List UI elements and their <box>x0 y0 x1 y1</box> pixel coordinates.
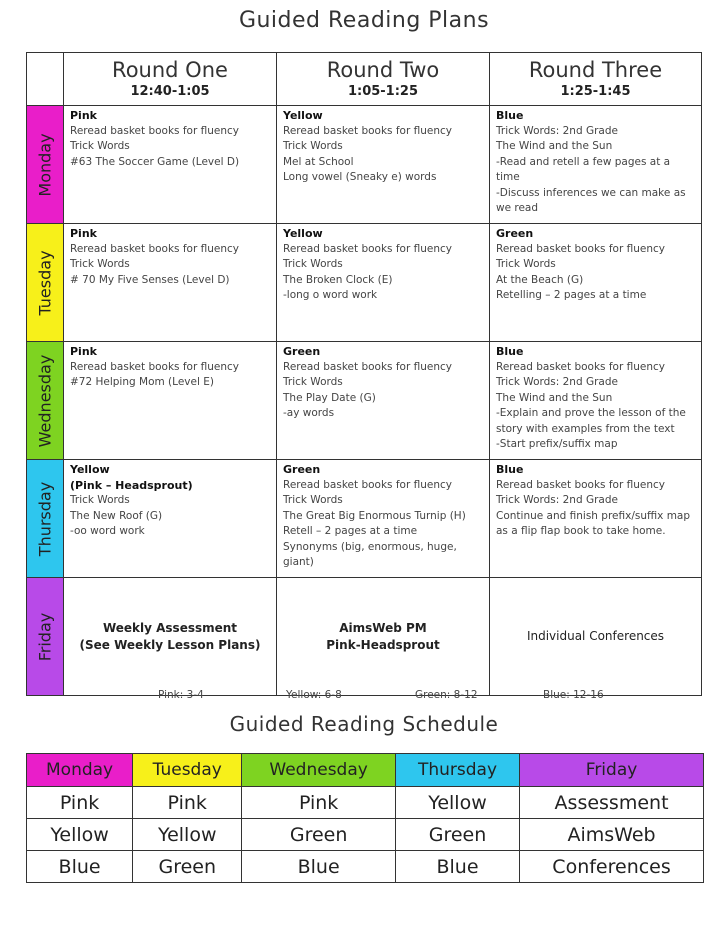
schedule-cell: Green <box>395 819 519 851</box>
plan-line: Trick Words: 2nd Grade <box>496 124 618 137</box>
day-label: Wednesday <box>35 354 55 447</box>
plan-line: Trick Words <box>283 140 343 152</box>
plan-cell <box>64 106 277 224</box>
plan-line: -ay words <box>283 407 335 419</box>
plan-cell <box>490 460 702 578</box>
schedule-cell: AimsWeb <box>520 819 704 851</box>
plan-cell <box>490 578 702 696</box>
plan-line: The Broken Clock (E) <box>283 273 393 286</box>
plan-line: Reread basket books for fluency <box>283 124 453 137</box>
schedule-cell: Blue <box>242 851 396 883</box>
plan-line: The New Roof (G) <box>70 509 163 522</box>
level-label: Blue: 12-16 <box>543 689 604 701</box>
group-level: Pink <box>70 109 97 122</box>
plan-line: At the Beach (G) <box>496 273 584 286</box>
reading-levels <box>0 689 728 705</box>
plan-line: Trick Words <box>70 140 130 152</box>
plan-cell <box>64 224 277 342</box>
plan-line: Trick Words: 2nd Grade <box>496 494 618 506</box>
schedule-cell: Pink <box>133 787 242 819</box>
plan-line: The Wind and the Sun <box>496 140 613 152</box>
schedule-day-header: Tuesday <box>133 754 242 787</box>
plan-line: Reread basket books for fluency <box>70 124 240 137</box>
group-level: Yellow <box>70 463 110 476</box>
plan-cell <box>277 578 490 696</box>
plan-text: (See Weekly Lesson Plans) <box>79 637 261 652</box>
schedule-table <box>26 753 704 883</box>
plan-line: Retell – 2 pages at a time <box>283 525 418 537</box>
plan-text: Pink-Headsprout <box>326 637 440 652</box>
plan-line: Trick Words <box>283 258 343 270</box>
plan-line: -Discuss inferences we can make as we read <box>496 186 686 214</box>
group-level: Yellow <box>283 109 323 122</box>
plan-line: Reread basket books for fluency <box>283 478 453 491</box>
schedule-day-header: Thursday <box>395 754 519 787</box>
corner-cell <box>27 53 64 106</box>
plan-cell <box>64 460 277 578</box>
plans-table <box>26 52 702 696</box>
schedule-header-row <box>27 754 704 787</box>
plan-line: Reread basket books for fluency <box>70 242 240 255</box>
plan-line: -Explain and prove the lesson of the story with examples from the text <box>496 407 686 435</box>
plan-line: Trick Words <box>70 258 130 270</box>
day-label-cell <box>27 106 64 224</box>
schedule-cell: Green <box>242 819 396 851</box>
plan-text: Weekly Assessment <box>102 620 238 635</box>
schedule-cell: Blue <box>27 851 133 883</box>
day-label: Monday <box>35 132 55 197</box>
plan-line: -Start prefix/suffix map <box>496 438 618 450</box>
group-level: Green <box>496 227 534 240</box>
round-time: 12:40-1:05 <box>130 84 210 99</box>
day-row <box>27 224 702 342</box>
plan-cell <box>277 106 490 224</box>
plan-line: Trick Words <box>283 376 343 388</box>
day-label: Friday <box>35 612 55 661</box>
level-label: Green: 8-12 <box>415 689 478 701</box>
plan-line: Reread basket books for fluency <box>496 242 666 255</box>
group-level: Yellow <box>283 227 323 240</box>
round-name: Round Three <box>528 58 663 82</box>
plan-line: The Play Date (G) <box>283 391 376 404</box>
day-row <box>27 460 702 578</box>
day-row <box>27 578 702 696</box>
schedule-cell: Pink <box>242 787 396 819</box>
schedule-cell: Conferences <box>520 851 704 883</box>
plan-line: Reread basket books for fluency <box>496 478 666 491</box>
day-row <box>27 106 702 224</box>
schedule-cell: Green <box>133 851 242 883</box>
schedule-cell: Blue <box>395 851 519 883</box>
schedule-day-header: Friday <box>520 754 704 787</box>
schedule-row <box>27 819 704 851</box>
plan-cell <box>490 106 702 224</box>
round-time: 1:05-1:25 <box>347 84 419 99</box>
day-label: Thursday <box>35 481 55 556</box>
plan-line: Synonyms (big, enormous, huge, giant) <box>283 540 457 568</box>
plan-line: -Read and retell a few pages at a time <box>496 155 671 183</box>
plan-cell <box>490 342 702 460</box>
schedule-cell: Yellow <box>27 819 133 851</box>
plan-cell <box>64 342 277 460</box>
plan-text: AimsWeb PM <box>339 620 427 635</box>
group-level: Pink <box>70 345 97 358</box>
group-level: Pink <box>70 227 97 240</box>
plan-cell <box>277 342 490 460</box>
day-label-cell <box>27 224 64 342</box>
round-header <box>64 53 277 106</box>
plan-line: # 70 My Five Senses (Level D) <box>70 273 230 286</box>
group-level: (Pink – Headsprout) <box>70 478 193 492</box>
group-level: Blue <box>496 109 524 122</box>
plan-line: #72 Helping Mom (Level E) <box>70 376 214 388</box>
plan-line: Mel at School <box>283 155 354 168</box>
plan-line: -long o word work <box>283 289 378 301</box>
round-name: Round Two <box>326 58 440 82</box>
round-header <box>277 53 490 106</box>
plan-line: -oo word work <box>70 525 145 537</box>
round-time: 1:25-1:45 <box>560 84 631 99</box>
plans-header-row <box>27 53 702 106</box>
group-level: Green <box>283 345 321 358</box>
plan-line: Trick Words <box>283 494 343 506</box>
plan-text: Individual Conferences <box>526 629 665 643</box>
level-label: Yellow: 6-8 <box>286 689 342 701</box>
round-header <box>490 53 702 106</box>
schedule-cell: Yellow <box>395 787 519 819</box>
day-label-cell <box>27 460 64 578</box>
plan-line: Reread basket books for fluency <box>283 242 453 255</box>
day-label: Tuesday <box>35 249 55 316</box>
group-level: Blue <box>496 345 524 358</box>
schedule-day-header: Monday <box>27 754 133 787</box>
schedule-day-header: Wednesday <box>242 754 396 787</box>
day-label-cell <box>27 578 64 696</box>
plan-line: Continue and finish prefix/suffix map as a flip flap book to take home. <box>496 509 691 537</box>
plan-line: Retelling – 2 pages at a time <box>496 289 647 301</box>
schedule-row <box>27 787 704 819</box>
round-name: Round One <box>112 58 228 82</box>
schedule-title: Guided Reading Schedule <box>229 712 499 736</box>
plan-line: Reread basket books for fluency <box>283 360 453 373</box>
schedule-cell: Pink <box>27 787 133 819</box>
plan-cell <box>64 578 277 696</box>
plan-cell <box>277 460 490 578</box>
plan-line: Trick Words <box>70 494 130 506</box>
plan-line: Reread basket books for fluency <box>70 360 240 373</box>
group-level: Blue <box>496 463 524 476</box>
plan-line: The Great Big Enormous Turnip (H) <box>283 509 466 522</box>
plan-line: Reread basket books for fluency <box>496 360 666 373</box>
schedule-row <box>27 851 704 883</box>
plans-title: Guided Reading Plans <box>238 8 490 33</box>
plan-line: Long vowel (Sneaky e) words <box>283 171 437 183</box>
level-label: Pink: 3-4 <box>158 689 204 701</box>
day-label-cell <box>27 342 64 460</box>
plan-line: Trick Words: 2nd Grade <box>496 376 618 388</box>
schedule-cell: Yellow <box>133 819 242 851</box>
plan-cell <box>490 224 702 342</box>
day-row <box>27 342 702 460</box>
plan-line: The Wind and the Sun <box>496 391 613 404</box>
plan-line: #63 The Soccer Game (Level D) <box>70 155 240 168</box>
group-level: Green <box>283 463 321 476</box>
plan-line: Trick Words <box>496 258 556 270</box>
plan-cell <box>277 224 490 342</box>
schedule-cell: Assessment <box>520 787 704 819</box>
